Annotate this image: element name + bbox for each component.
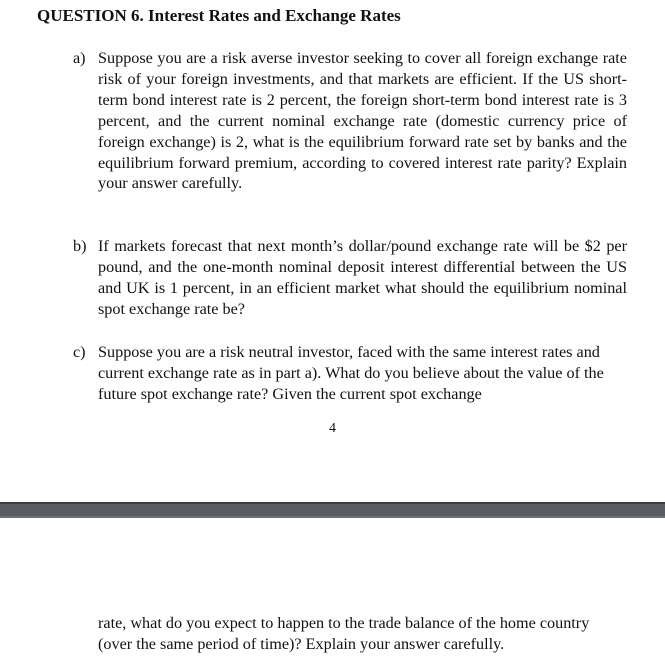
part-a-label: a) xyxy=(73,49,86,67)
part-c-label: c) xyxy=(73,343,86,361)
page-separator xyxy=(0,502,665,518)
part-c-text: Suppose you are a risk neutral investor, faced with the same interest rates and current exchange rate as in part a). What do you believe about the value of the future spot exchange rate? Given the current spot exchange xyxy=(98,343,604,403)
part-b-label: b) xyxy=(73,237,87,255)
part-b-text: If markets forecast that next month’s dollar/pound exchange rate will be $2 per pound, and the one-month nominal deposit interest differential between the US and UK is 1 percent, in an efficient market what should the equilibrium nominal spot exchange rate be? xyxy=(98,237,627,318)
question-title: QUESTION 6. Interest Rates and Exchange Rates xyxy=(37,6,401,25)
part-c-continuation-text: rate, what do you expect to happen to the trade balance of the home country (over the same period of time)? Explain your answer carefully. xyxy=(98,614,590,653)
page-separator-top-edge xyxy=(0,502,665,504)
question-part-c xyxy=(73,342,621,405)
question-part-b xyxy=(73,236,627,320)
question-part-a xyxy=(73,48,627,194)
page-number: 4 xyxy=(329,421,336,436)
document-page-5 xyxy=(0,518,665,667)
part-a-text: Suppose you are a risk averse investor seeking to cover all foreign exchange rate risk of your foreign investments, and that markets are efficient. If the US short-term bond interest rate is 2 percent, the foreign short-term bond interest rate is 3 percent, and the current nominal exchange rate (domestic currency price of foreign exchange) is 2, what is the equilibrium forward rate set by banks and the equilibrium forward premium, according to covered interest rate parity? Explain your answer carefully. xyxy=(98,49,627,193)
